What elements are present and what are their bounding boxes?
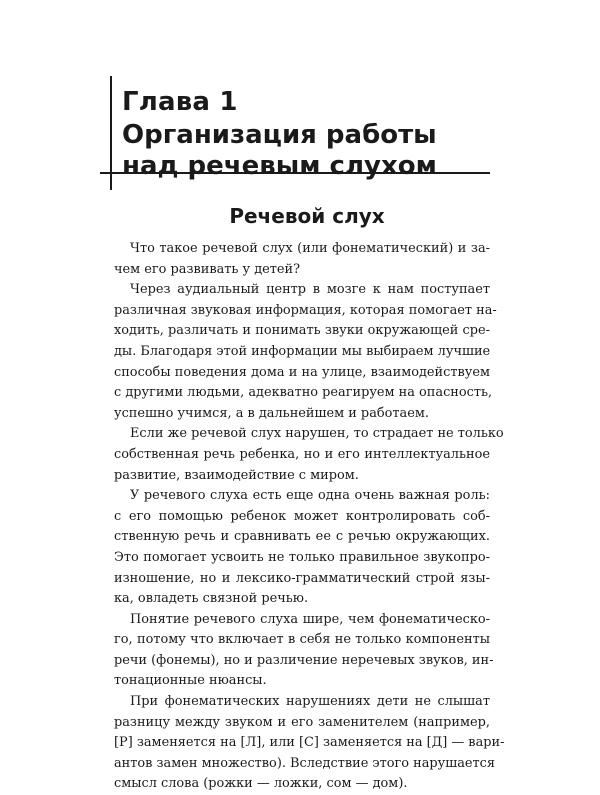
paragraph [114,239,490,280]
text-line: чем его развивать у детей? [114,261,301,277]
chapter-title-line: над речевым слухом [122,151,437,181]
text-line: тонационные нюансы. [114,673,267,689]
paragraph [114,692,505,795]
text-line: успешно учимся, а в дальнейшем и работаем. [114,405,429,421]
text-line: Это помогает усвоить не только правильное звукопро- [114,549,490,565]
text-line: речи (фонемы), но и различение неречевых звуков, ин- [114,652,494,668]
text-line: различная звуковая информация, которая помогает на- [114,302,497,318]
text-line: Если же речевой слух нарушен, то страдает не только [130,426,504,442]
text-line: изношение, но и лексико-грамматический строй язы- [114,570,490,586]
text-line: с другими людьми, адекватно реагируем на опасность, [114,385,493,401]
paragraph [114,280,497,424]
text-line: Через аудиальный центр в мозге к нам поступает [130,282,490,298]
chapter-label: Глава 1 [122,87,238,117]
text-line: При фонематических нарушениях дети не слышат [130,694,490,710]
text-line: разницу между звуком и его заменителем (например, [114,714,490,730]
section-title: Речевой слух [229,204,385,228]
text-line: антов замен множество). Вследствие этого нарушается [114,755,496,771]
text-line: смысл слова (рожки — ложки, сом — дом). [114,776,408,792]
text-line: У речевого слуха есть еще одна очень важная роль: [130,488,490,504]
body-text [114,239,505,795]
text-line: ды. Благодаря этой информации мы выбираем лучшие [114,343,491,359]
paragraph [114,486,490,610]
paragraph [114,610,494,692]
text-line: го, потому что включает в себя не только компоненты [114,632,490,648]
text-line: собственная речь ребенка, но и его интеллектуальное [114,446,490,462]
text-line: способы поведения дома и на улице, взаимодействуем [114,364,490,380]
text-line: с его помощью ребенок может контролировать соб- [114,508,490,524]
text-line: Понятие речевого слуха шире, чем фонематическо- [130,611,490,627]
paragraph [114,424,504,486]
chapter-title [122,120,437,182]
chapter-title-line: Организация работы [122,120,437,150]
text-line: ходить, различать и понимать звуки окружающей сре- [114,323,490,339]
text-line: [Р] заменяется на [Л], или [С] заменяется на [Д] — вари- [114,735,505,751]
text-line: ка, овладеть связной речью. [114,591,309,607]
text-line: ственную речь и сравнивать ее с речью окружающих. [114,529,490,545]
text-line: развитие, взаимодействие с миром. [114,467,359,483]
text-line: Что такое речевой слух (или фонематический) и за- [130,241,490,256]
